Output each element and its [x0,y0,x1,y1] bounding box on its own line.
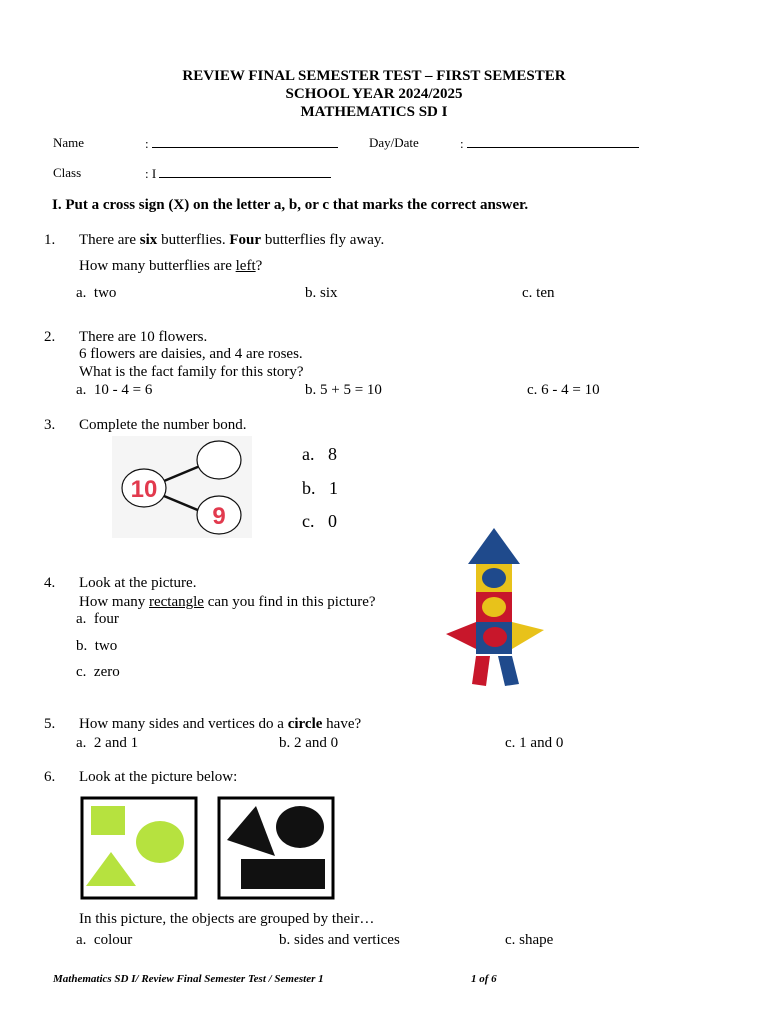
question-number: 6. [44,769,56,785]
day-date-blank [467,135,639,148]
class-blank [159,165,331,178]
green-square [91,806,125,835]
q2-option-b[interactable]: b. 5 + 5 = 10 [305,382,382,398]
question-number: 1. [44,232,56,248]
q3-option-c[interactable]: c. 0 [302,511,337,531]
question-number: 2. [44,329,56,345]
q3-option-b[interactable]: b. 1 [302,478,338,498]
q1-line2: How many butterflies are left? [79,258,263,274]
class-value: : I [145,166,157,181]
black-rectangle [241,859,325,889]
page-number: 1 of 6 [471,973,497,985]
q5-option-a[interactable]: a. 2 and 1 [76,735,139,751]
rocket-right-leg [498,656,519,686]
q2-line3: What is the fact family for this story? [79,364,304,380]
question-number: 4. [44,575,56,591]
green-circle [136,821,184,863]
rocket-picture [445,526,547,688]
class-field[interactable] [145,165,331,182]
day-date-field[interactable] [460,135,639,152]
q2-option-c[interactable]: c. 6 - 4 = 10 [527,382,600,398]
q4-option-c[interactable]: c. zero [76,664,120,680]
rocket-left-fin [446,622,476,649]
question-number: 5. [44,716,56,732]
q4-line2: How many rectangle can you find in this picture? [79,594,376,610]
grouped-shapes-picture [80,796,338,900]
subject-title: MATHEMATICS SD I [300,104,448,120]
instruction: I. Put a cross sign (X) on the letter a, b, or c that marks the correct answer. [52,197,529,213]
rocket-nose-triangle [468,528,520,564]
q5-option-b[interactable]: b. 2 and 0 [279,735,339,751]
page-title: REVIEW FINAL SEMESTER TEST – FIRST SEMESTER [182,68,566,84]
q3-option-a[interactable]: a. 8 [302,444,337,464]
rocket-bottom-circle [483,627,507,647]
name-label: Name [53,135,85,150]
q1-option-c[interactable]: c. ten [522,285,555,301]
q1-option-a[interactable]: a. two [76,285,117,301]
q6-option-c[interactable]: c. shape [505,932,554,948]
q6-line2: In this picture, the objects are grouped by their… [79,911,375,927]
name-field[interactable] [145,135,338,152]
q5-option-c[interactable]: c. 1 and 0 [505,735,564,751]
q1-line1: There are six butterflies. Four butterflies fly away. [79,232,385,248]
q6-option-a[interactable]: a. colour [76,932,133,948]
q2-option-a[interactable]: a. 10 - 4 = 6 [76,382,153,398]
bond-empty-part-circle [197,441,241,479]
q1-option-b[interactable]: b. six [305,285,338,301]
question-number: 3. [44,417,56,433]
q6-option-b[interactable]: b. sides and vertices [279,932,400,948]
q2-line1: There are 10 flowers. [79,329,208,345]
day-date-label: Day/Date [369,135,419,150]
q3-text: Complete the number bond. [79,417,247,433]
colon: : [145,136,149,151]
q5-line: How many sides and vertices do a circle have? [79,716,362,732]
number-bond-diagram [112,436,252,538]
bond-part-value: 9 [212,503,226,530]
black-circle [276,806,324,848]
rocket-middle-circle [482,597,506,617]
rocket-right-fin [512,622,544,649]
q4-line1: Look at the picture. [79,575,197,591]
bond-whole-value: 10 [130,476,158,503]
rocket-left-leg [472,656,490,686]
q4-option-a[interactable]: a. four [76,611,119,627]
colon: : [460,136,464,151]
school-year: SCHOOL YEAR 2024/2025 [285,86,463,102]
q4-option-b[interactable]: b. two [76,638,118,654]
rocket-top-circle [482,568,506,588]
q2-line2: 6 flowers are daisies, and 4 are roses. [79,346,303,362]
name-blank [152,135,338,148]
q6-text: Look at the picture below: [79,769,238,785]
class-label: Class [53,165,82,180]
footer-text: Mathematics SD I/ Review Final Semester Test / Semester 1 [53,973,324,985]
